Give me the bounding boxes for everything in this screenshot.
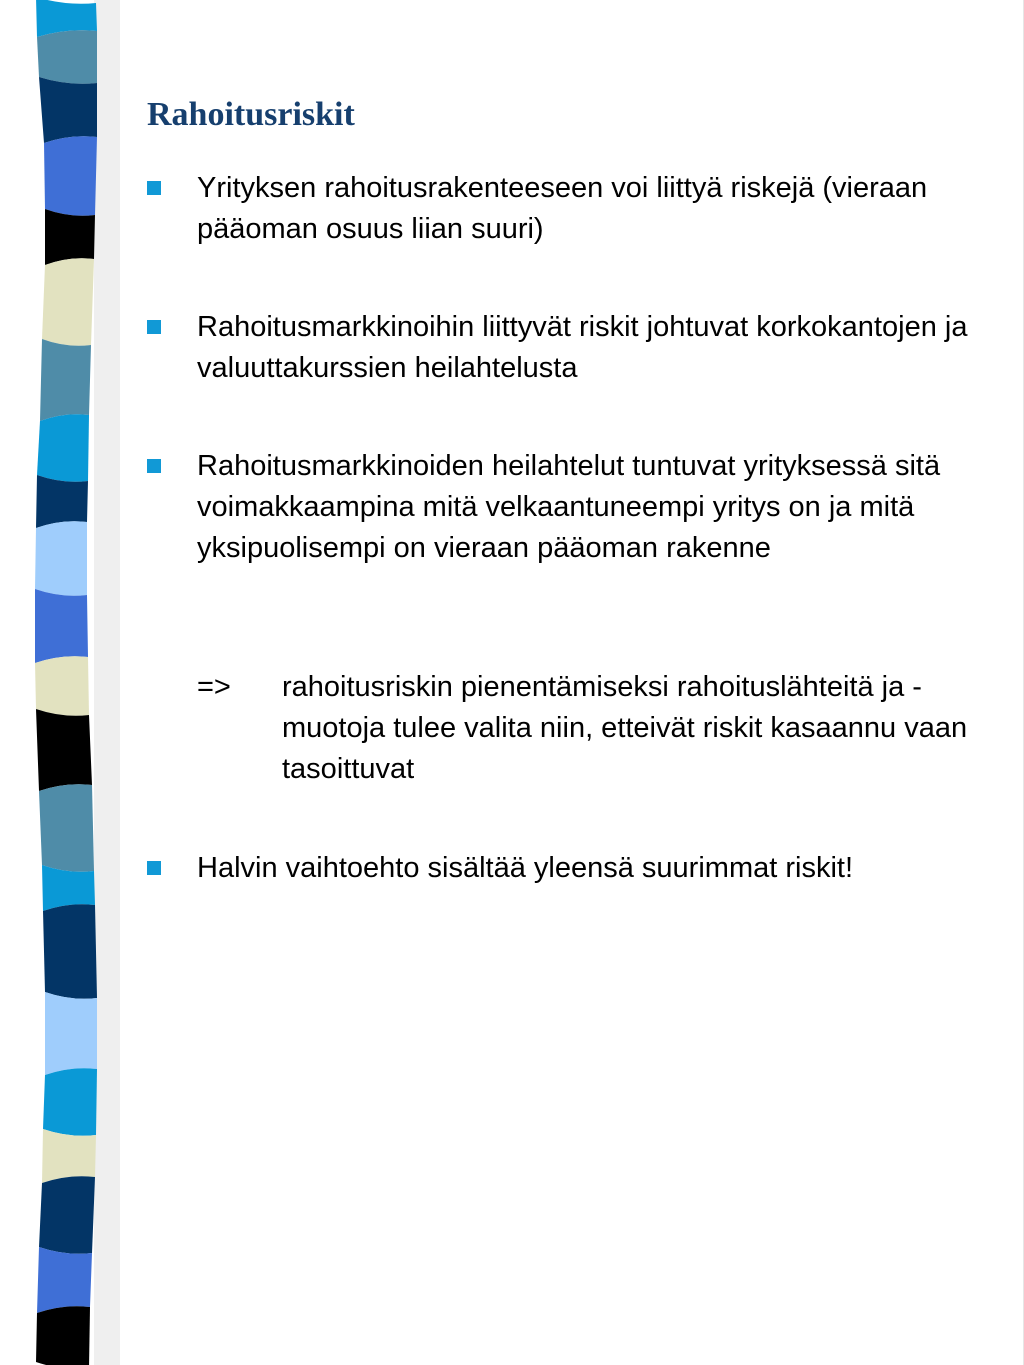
bar-segment (42, 865, 95, 911)
bar-segment (35, 521, 87, 596)
decorative-bar-strip (0, 0, 120, 1365)
bullet-text: Rahoitusmarkkinoihin liittyvät riskit johtuvat korkokantojen ja valuuttakurssien heilahtelusta (197, 311, 968, 384)
bar-strip-graphic (0, 0, 120, 1365)
bar-segment (44, 136, 97, 216)
bullet-text: Yrityksen rahoitusrakenteeseen voi liittyä riskejä (vieraan pääoman osuus liian suuri) (197, 172, 928, 245)
bar-segment (36, 709, 92, 791)
bar-segment (39, 784, 94, 872)
bullet-item-2 (197, 307, 997, 389)
square-bullet-icon (147, 861, 161, 875)
bar-shadow (94, 0, 120, 1365)
bar-segment (45, 209, 95, 265)
consequence-text: rahoitusriskin pienentämiseksi rahoituslähteitä ja -muotoja tulee valita niin, etteivät riskit kasaannu vaan tasoittuvat (282, 671, 968, 785)
bar-segment (36, 1306, 90, 1365)
bar-segment (39, 77, 97, 143)
square-bullet-icon (147, 459, 161, 473)
slide-title: Rahoitusriskit (147, 96, 355, 133)
bar-segment (37, 30, 97, 84)
bullet-text: Halvin vaihtoehto sisältää yleensä suurimmat riskit! (197, 852, 853, 884)
bullet-item-1 (197, 168, 997, 250)
bar-segment (43, 904, 97, 999)
bullet-item-3 (197, 446, 997, 569)
square-bullet-icon (147, 181, 161, 195)
bar-segment (39, 1176, 95, 1254)
bar-segment (40, 339, 91, 421)
bullet-item-4 (197, 848, 997, 889)
bar-segment (43, 1068, 97, 1136)
arrow-symbol: => (197, 671, 231, 703)
bullet-text: Rahoitusmarkkinoiden heilahtelut tuntuvat yrityksessä sitä voimakkaampina mitä velkaantuneempi yritys on ja mitä yksipuolisempi on vieraan pääoman rakenne (197, 450, 941, 564)
bar-segment (42, 258, 94, 346)
square-bullet-icon (147, 320, 161, 334)
bar-segment (45, 992, 97, 1075)
bar-segment (37, 1247, 92, 1313)
bar-segment (36, 475, 88, 528)
bar-segment (42, 1129, 96, 1183)
bar-segment (35, 656, 89, 716)
bar-segment (37, 414, 89, 482)
bar-segment (35, 589, 88, 663)
